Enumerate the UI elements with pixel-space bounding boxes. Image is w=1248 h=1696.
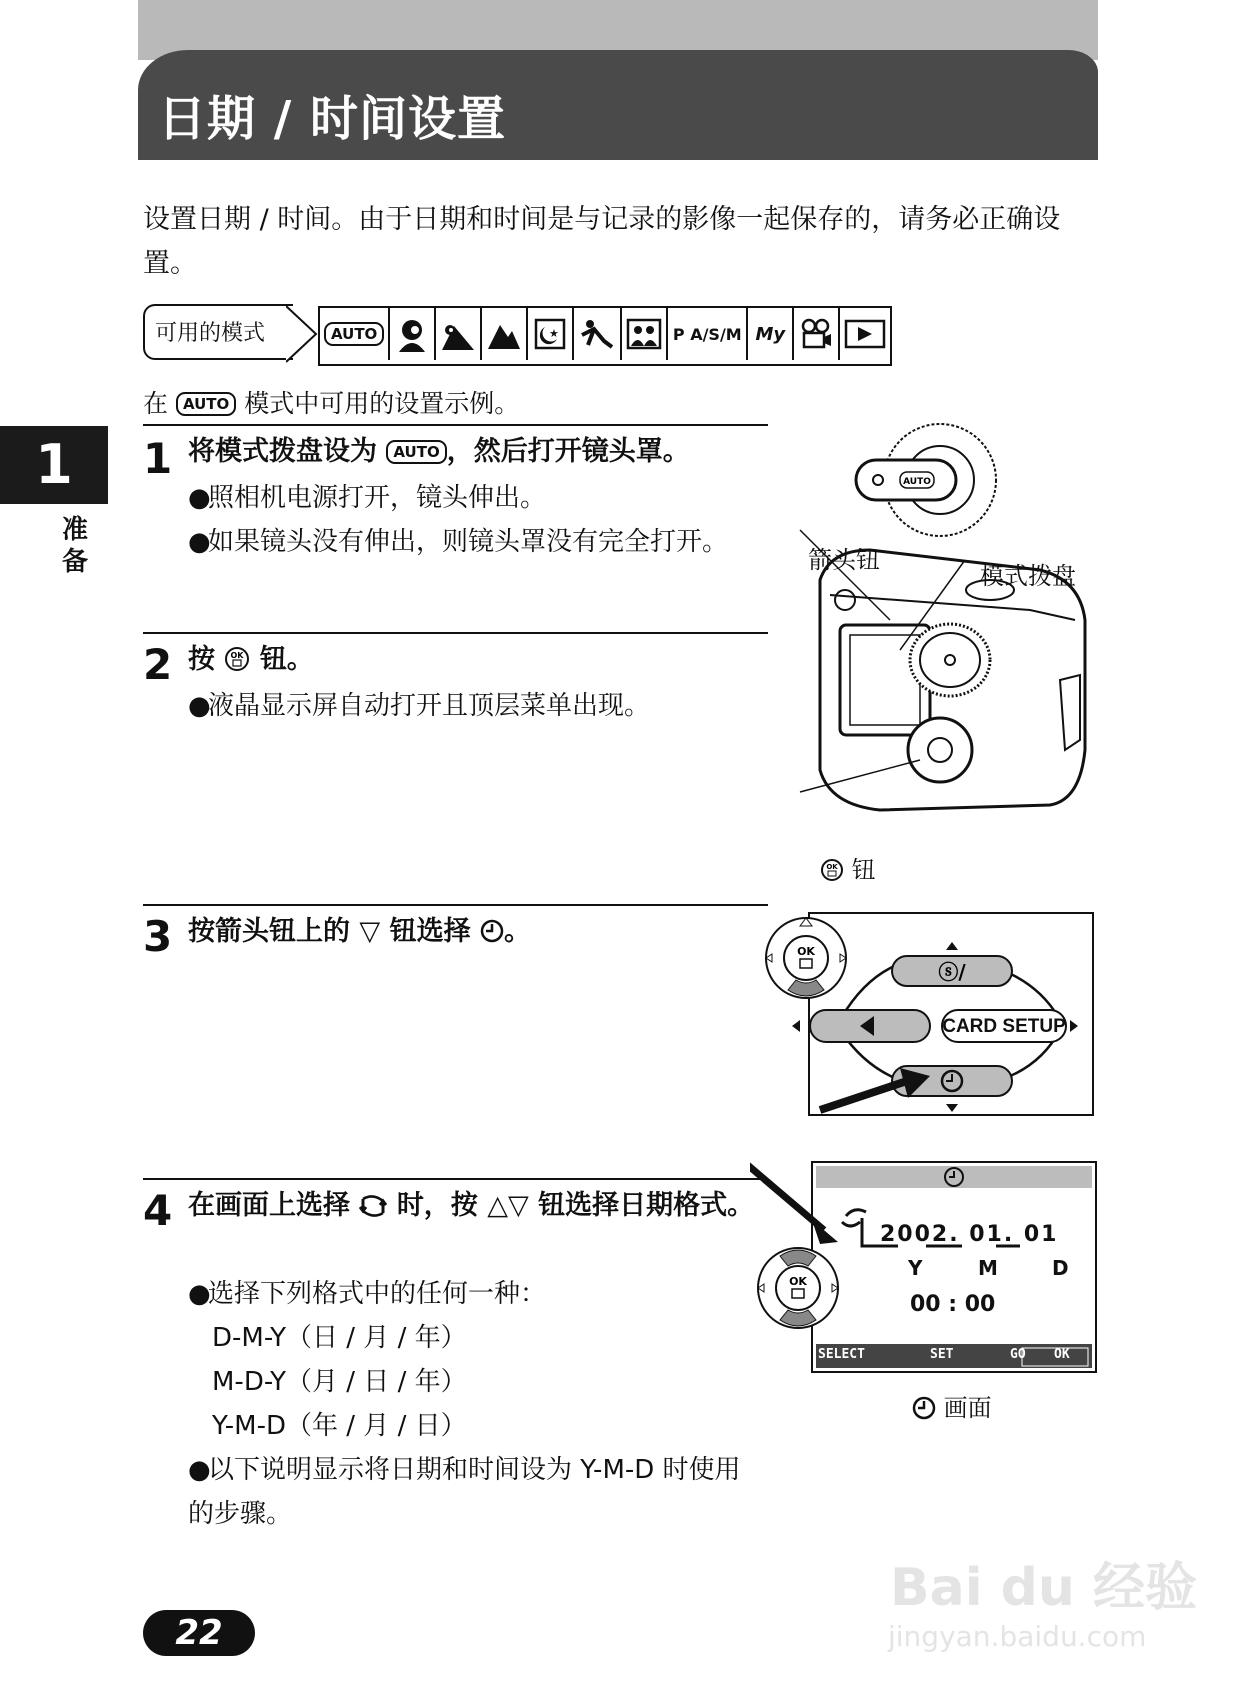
select-hint: SELECT	[818, 1347, 865, 1362]
divider	[143, 424, 768, 426]
available-modes-label: 可用的模式	[143, 304, 293, 360]
day-label: D	[1052, 1256, 1069, 1280]
watermark-logo: Bai du 经验	[890, 1558, 1197, 1618]
group-mode-icon	[622, 308, 668, 360]
svg-text:★: ★	[549, 327, 560, 340]
bullet-item: ●如果镜头没有伸出，则镜头罩没有完全打开。	[188, 527, 729, 557]
step-2-instruction: 按 OK 钮。	[188, 644, 314, 675]
sports-mode-icon	[574, 308, 622, 360]
mode-dial-label: 模式拨盘	[980, 562, 1076, 590]
svg-text:OK: OK	[797, 945, 815, 958]
svg-text:ⓢ/: ⓢ/	[938, 960, 966, 984]
step-3-instruction: 按箭头钮上的 ▽ 钮选择 。	[188, 916, 531, 947]
go-hint: GO	[1010, 1347, 1026, 1362]
clock-icon	[480, 919, 504, 943]
ok-button-icon	[820, 858, 844, 882]
divider	[143, 1178, 768, 1180]
step-number: 1	[143, 434, 173, 483]
card-setup-option: CARD SETUP	[942, 1016, 1066, 1037]
landscape-portrait-mode-icon	[436, 308, 482, 360]
divider	[143, 904, 768, 906]
date-format-icon	[359, 1195, 387, 1217]
ok-button-icon	[224, 646, 250, 672]
step-4-instruction: 在画面上选择 时，按 △▽ 钮选择日期格式。	[188, 1190, 755, 1221]
watermark-url: jingyan.baidu.com	[888, 1620, 1147, 1653]
date-value: 2002. 01. 01	[880, 1222, 1059, 1247]
svg-text:OK: OK	[789, 1275, 807, 1288]
ok-hint: OK	[1054, 1347, 1070, 1362]
bullet-item: ●液晶显示屏自动打开且顶层菜单出现。	[188, 691, 651, 721]
arrow-button-label: 箭头钮	[808, 546, 880, 574]
step-number: 2	[143, 640, 173, 689]
set-hint: SET	[930, 1347, 954, 1362]
step-number: 3	[143, 912, 173, 961]
chapter-tab: 1	[0, 426, 108, 504]
playback-mode-icon	[840, 308, 890, 360]
intro-text: 设置日期 / 时间。由于日期和时间是与记录的影像一起保存的，请务必正确设置。	[143, 204, 1061, 279]
auto-mode-icon: AUTO	[386, 440, 446, 464]
page-number: 22	[143, 1610, 255, 1656]
page-title: 日期 / 时间设置	[158, 91, 506, 147]
divider	[143, 632, 768, 634]
screen-caption: 画面	[912, 1388, 992, 1423]
my-mode-icon: My	[748, 308, 794, 360]
date-setup-screen	[750, 1160, 1100, 1400]
auto-mode-icon: AUTO	[320, 308, 390, 360]
svg-text:AUTO: AUTO	[903, 477, 931, 487]
bullet-item: ●照相机电源打开，镜头伸出。	[188, 483, 547, 513]
format-option: M-D-Y（月 / 日 / 年）	[212, 1367, 467, 1397]
mode-label-arrow	[286, 304, 320, 364]
night-scene-mode-icon	[528, 308, 574, 360]
bullet-item: ●以下说明显示将日期和时间设为 Y-M-D 时使用的步骤。	[188, 1455, 741, 1529]
bullet-item: ●选择下列格式中的任何一种：	[188, 1279, 547, 1309]
year-label: Y	[908, 1256, 923, 1280]
time-value: 00 : 00	[910, 1292, 996, 1317]
chapter-label: 准备	[62, 515, 89, 577]
pasm-mode-icon: P A/S/M	[668, 308, 748, 360]
svg-text:OK: OK	[230, 651, 244, 660]
landscape-mode-icon	[482, 308, 528, 360]
portrait-mode-icon	[390, 308, 436, 360]
example-line: 在 AUTO 模式中可用的设置示例。	[143, 389, 520, 418]
clock-icon	[912, 1396, 936, 1420]
svg-text:OK: OK	[826, 863, 838, 871]
auto-mode-icon: AUTO	[176, 392, 236, 416]
ok-button-caption: OK 钮	[820, 850, 876, 885]
format-option: Y-M-D（年 / 月 / 日）	[212, 1411, 467, 1441]
mode-icon-strip	[318, 306, 892, 366]
step-number: 4	[143, 1186, 173, 1235]
month-label: M	[978, 1256, 998, 1280]
format-option: D-M-Y（日 / 月 / 年）	[212, 1323, 467, 1353]
movie-mode-icon	[794, 308, 840, 360]
camera-illustration	[790, 420, 1110, 900]
step-1-instruction: 将模式拨盘设为 AUTO ，然后打开镜头罩。	[188, 436, 690, 467]
